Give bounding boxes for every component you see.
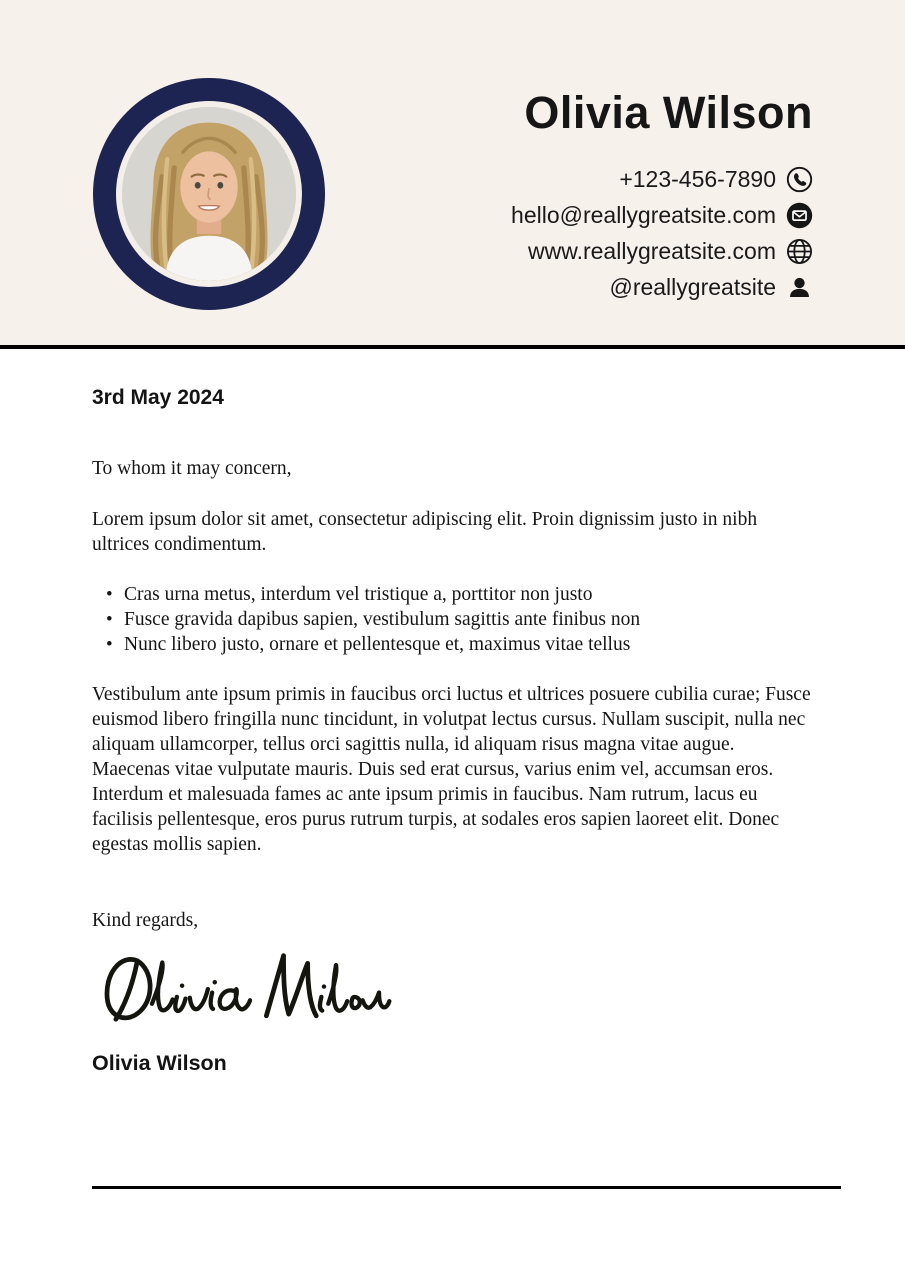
contact-email — [511, 198, 813, 234]
contact-website-label: www.reallygreatsite.com — [528, 238, 776, 264]
closing: Kind regards, — [92, 910, 199, 931]
contact-social-label: @reallygreatsite — [609, 274, 776, 300]
contact-phone-label: +123-456-7890 — [619, 166, 776, 192]
phone-icon — [786, 166, 813, 193]
bullet-item: • Cras urna metus, interdum vel tristique a, porttitor non justo — [106, 582, 811, 607]
email-icon — [786, 202, 813, 229]
letter-body — [0, 349, 905, 1076]
signed-name: Olivia Wilson — [92, 1051, 227, 1075]
contact-email-label: hello@reallygreatsite.com — [511, 202, 776, 228]
avatar — [122, 107, 296, 281]
bullet-item: • Fusce gravida dapibus sapien, vestibulum sagittis ante finibus non — [106, 607, 811, 632]
intro-paragraph: Lorem ipsum dolor sit amet, consectetur adipiscing elit. Proin dignissim justo in nibh ultrices condimentum. — [92, 509, 758, 555]
bullet-item: • Nunc libero justo, ornare et pellentesque et, maximus vitae tellus — [106, 632, 811, 657]
body-paragraph: Vestibulum ante ipsum primis in faucibus orci luctus et ultrices posuere cubilia curae; Fusce euismod libero fringilla nunc tincidunt, in volutpat lectus cursus. Nullam suscipit, nulla nec aliquam ullamcorper, tellus orci sagittis nulla, id aliquam risus magna vitae augue. Maecenas vitae vulputate mauris. Duis sed erat cursus, varius enim vel, accumsan eros. Interdum et malesuada fames ac ante ipsum primis in faucibus. Nam rutrum, lacus eu facilisis pellentesque, eros purus rutrum turpis, at sodales eros sapien laoreet elit. Donec egestas mollis sapien. — [92, 684, 811, 855]
header-right — [511, 88, 813, 306]
letterhead — [0, 0, 905, 347]
contact-social — [511, 270, 813, 306]
signature-script — [94, 947, 394, 1033]
letter-date: 3rd May 2024 — [92, 386, 224, 409]
page-title: Olivia Wilson — [524, 87, 813, 138]
contact-website — [511, 234, 813, 270]
salutation: To whom it may concern, — [92, 458, 292, 479]
footer-divider — [92, 1186, 841, 1189]
avatar-gap — [116, 101, 302, 287]
avatar-illustration — [122, 107, 296, 281]
contact-list — [511, 162, 813, 306]
contact-phone — [511, 162, 813, 198]
globe-icon — [786, 238, 813, 265]
bullet-list — [92, 582, 811, 657]
person-icon — [786, 274, 813, 301]
avatar-ring — [93, 78, 325, 310]
